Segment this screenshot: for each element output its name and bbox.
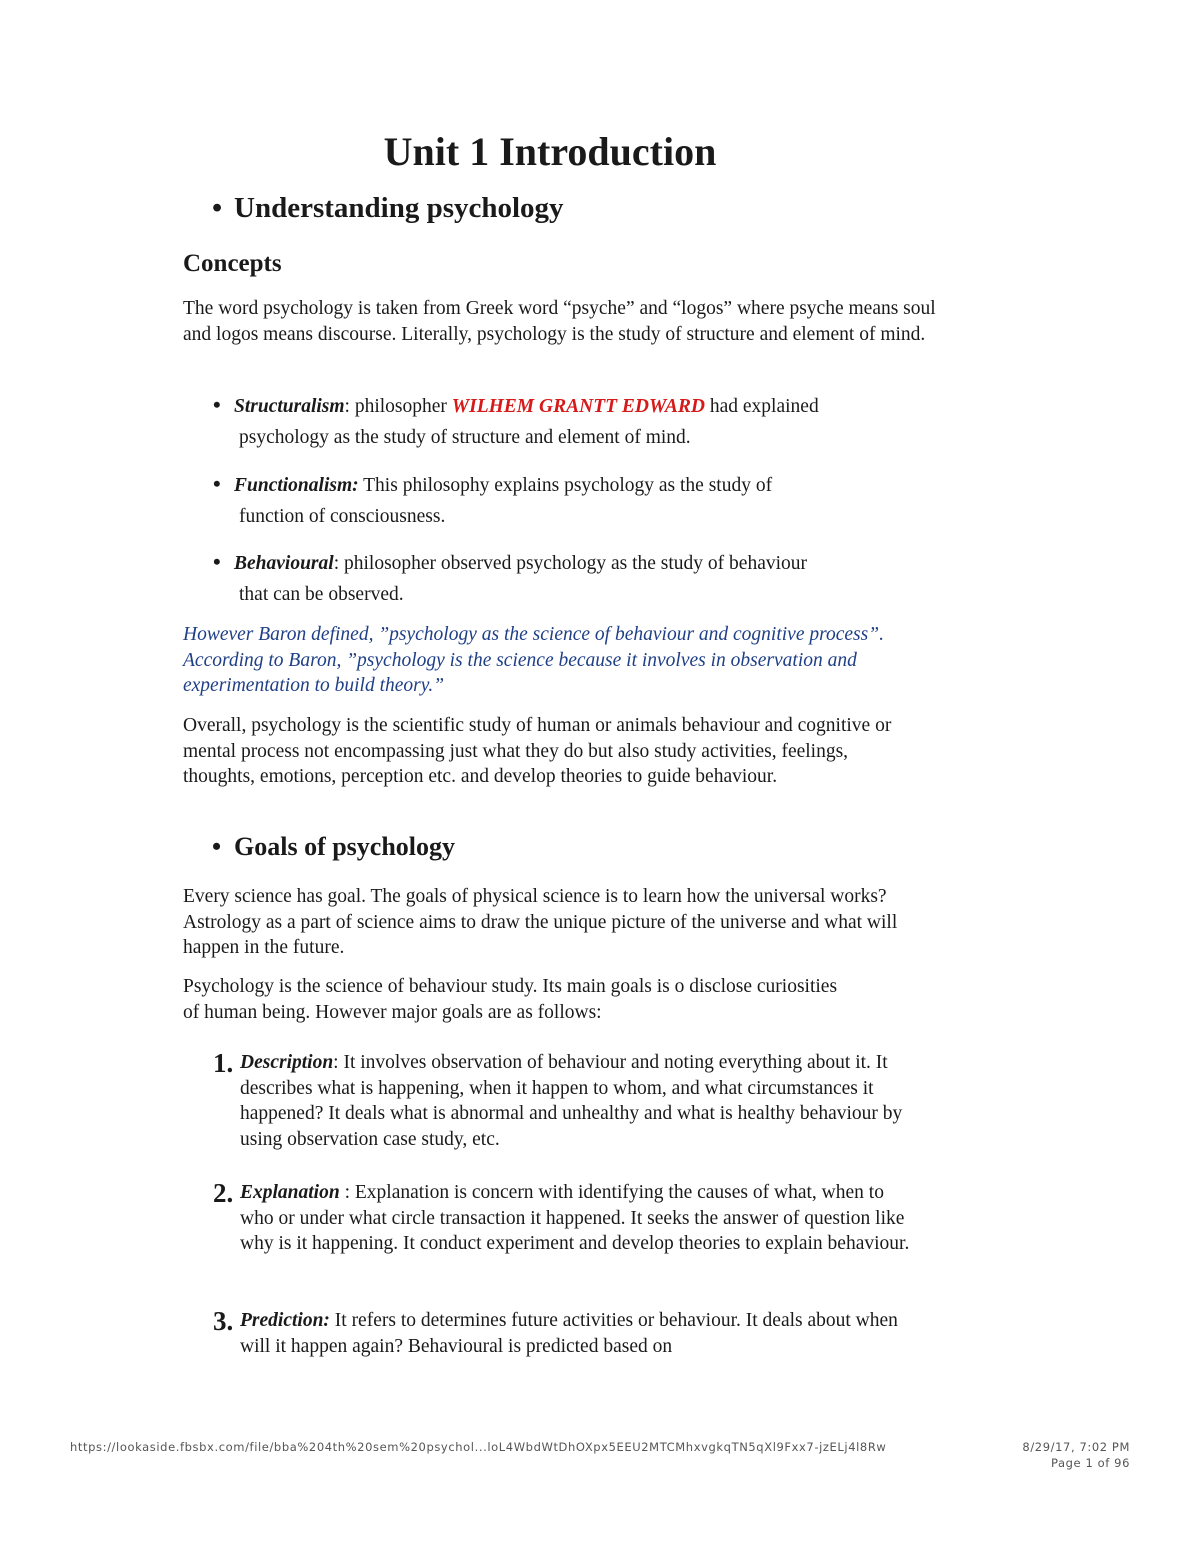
goal-number: 2. <box>213 1178 234 1208</box>
list-item-behavioural <box>213 548 913 610</box>
section-heading-understanding <box>212 192 564 225</box>
list-item-functionalism <box>213 470 913 532</box>
goal-item-prediction <box>213 1308 913 1359</box>
goal-item-explanation <box>213 1180 913 1257</box>
term-structuralism: Structuralism <box>234 396 345 417</box>
item-text-continued: function of consciousness. <box>239 506 446 527</box>
term-explanation: Explanation <box>240 1182 340 1203</box>
goal-text: : It involves observation of behaviour and noting everything about it. It describes what is happening, when it happen to whom, and what circumstances it happened? It deals what is abnormal and unhealthy and what is healthy behaviour by using observation case study, etc. <box>240 1052 903 1150</box>
term-behavioural: Behavioural <box>234 553 334 574</box>
term-prediction: Prediction: <box>240 1310 330 1331</box>
term-functionalism: Functionalism: <box>234 475 359 496</box>
page-title: Unit 1 Introduction <box>383 129 717 174</box>
bullet-icon: • <box>212 192 223 224</box>
bullet-icon: • <box>213 549 221 574</box>
baron-quote: However Baron defined, ”psychology as the science of behaviour and cognitive process”. According to Baron, ”psychology is the science because it involves in observation and experimentation to build theory.” <box>183 624 884 696</box>
goal-text: It refers to determines future activities or behaviour. It deals about when will it happen again? Behavioural is predicted based on <box>240 1310 898 1357</box>
item-text: : philosopher <box>344 396 452 417</box>
footer-page-number: Page 1 of 96 <box>1050 1456 1130 1470</box>
philosopher-name: WILHEM GRANTT EDWARD <box>451 396 705 417</box>
goal-number: 1. <box>213 1048 234 1078</box>
section-heading-text: Understanding psychology <box>234 192 564 224</box>
term-description: Description <box>240 1052 334 1073</box>
concepts-intro: The word psychology is taken from Greek word “psyche” and “logos” where psyche means soul and logos means discourse. Literally, psychology is the study of structure and element of mind. <box>183 298 936 345</box>
goals-paragraph-2: Psychology is the science of behaviour study. Its main goals is o disclose curiosities of human being. However major goals are as follows: <box>183 976 838 1023</box>
footer-url: https://lookaside.fbsbx.com/file/bba%204th%20sem%20psychol...loL4WbdWtDhOXpx5EEU2MTCMhxvgkqTN5qXl9Fxx7-jzELj4l8Rw <box>70 1440 887 1454</box>
item-text-continued: that can be observed. <box>239 584 404 605</box>
goal-number: 3. <box>213 1306 234 1336</box>
item-text-continued: psychology as the study of structure and element of mind. <box>239 427 691 448</box>
bullet-icon: • <box>213 471 221 496</box>
item-text: This philosophy explains psychology as the study of <box>358 475 773 496</box>
bullet-icon: • <box>213 392 221 417</box>
list-item-structuralism <box>213 391 913 453</box>
footer-datetime: 8/29/17, 7:02 PM <box>1022 1440 1130 1454</box>
bullet-icon: • <box>212 832 222 861</box>
goal-text: : Explanation is concern with identifying the causes of what, when to who or under what circle transaction it happened. It seeks the answer of question like why is it happening. It conduct experiment and develop theories to explain behaviour. <box>240 1182 910 1254</box>
overall-paragraph: Overall, psychology is the scientific study of human or animals behaviour and cognitive or mental process not encompassing just what they do but also study activities, feelings, thoughts, emotions, perception etc. and develop theories to guide behaviour. <box>183 715 892 787</box>
section-heading-text: Goals of psychology <box>234 832 456 861</box>
item-text: : philosopher observed psychology as the study of behaviour <box>333 553 808 574</box>
item-text: had explained <box>704 396 819 417</box>
goals-paragraph-1: Every science has goal. The goals of physical science is to learn how the universal works? Astrology as a part of science aims to draw the unique picture of the universe and what will happen in the future. <box>183 886 898 958</box>
concepts-heading: Concepts <box>183 250 282 277</box>
section-heading-goals <box>212 832 455 862</box>
goal-item-description <box>213 1050 913 1152</box>
